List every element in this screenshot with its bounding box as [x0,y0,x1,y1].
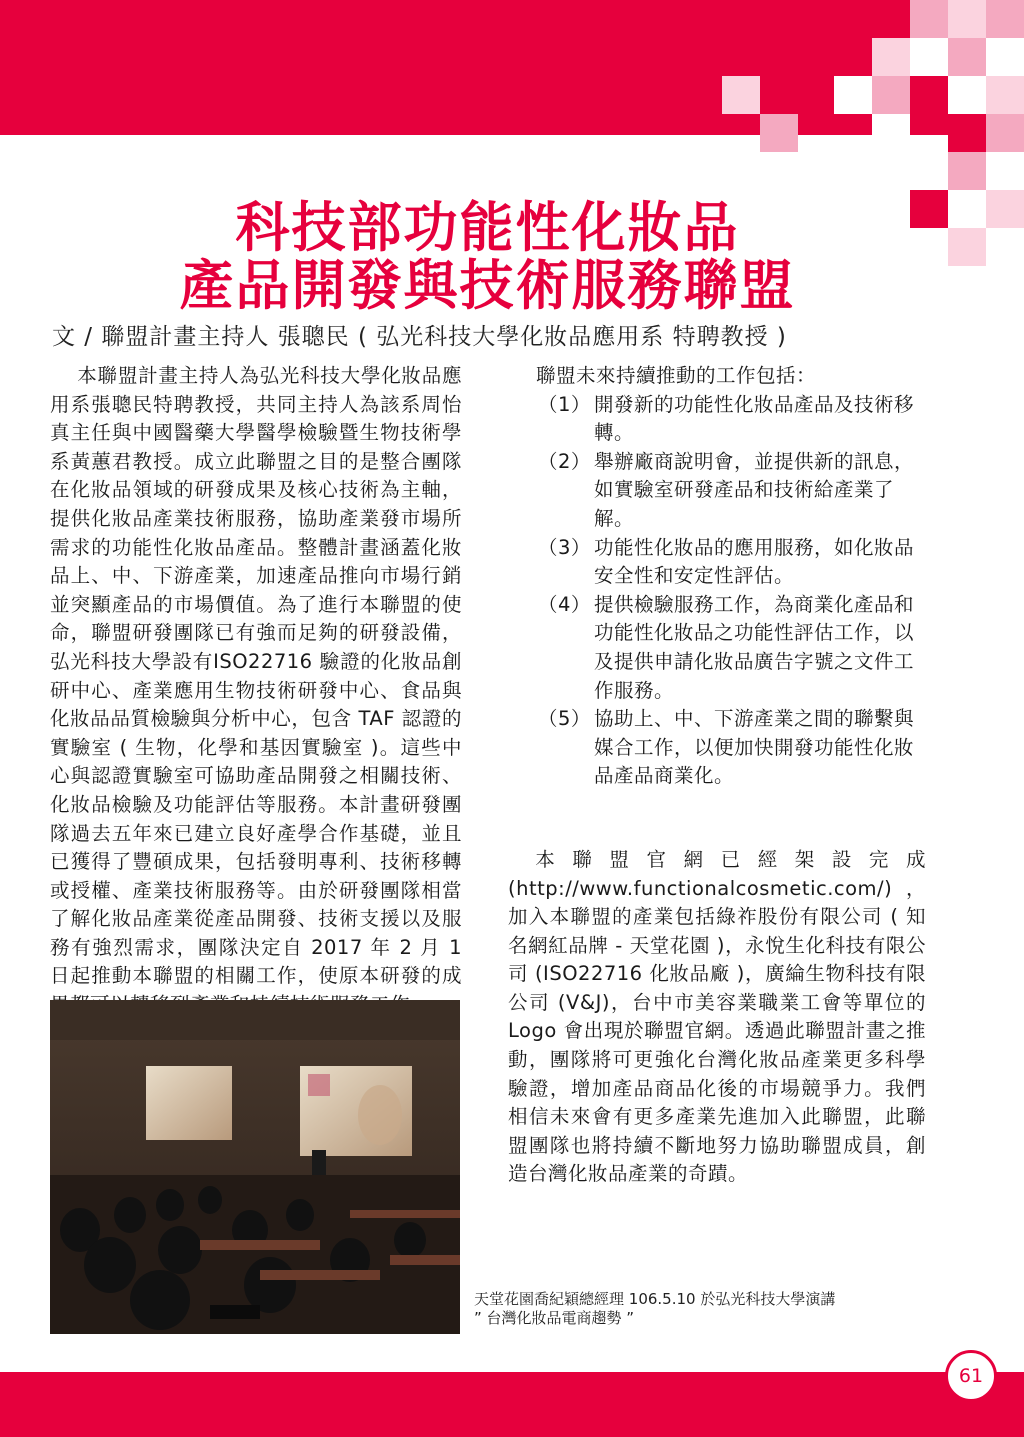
list-item-number: （1） [538,392,591,416]
list-item [538,534,926,591]
deco-tile [986,38,1024,76]
body-paragraph: 本聯盟計畫主持人為弘光科技大學化妝品應用系張聰民特聘教授，共同主持人為該系周怡真主任與中國醫藥大學醫學檢驗暨生物技術學系黃蕙君教授。成立此聯盟之目的是整合團隊在化妝品領域的研發成果及核心技術為主軸，提供化妝品產業技術服務，協助產業發市場所需求的功能性化妝品產品。整體計畫涵蓋化妝品上、中、下游產業，加速產品推向市場行銷並突顯產品的市場價值。為了進行本聯盟的使命，聯盟研發團隊已有強而足夠的研發設備，弘光科技大學設有ISO22716 驗證的化妝品創研中心、產業應用生物技術研發中心、食品與化妝品品質檢驗與分析中心，包含 TAF 認證的實驗室 ( 生物，化學和基因實驗室 )。這些中心與認證實驗室可協助產品開發之相關技術、化妝品檢驗及功能評估等服務。本計畫研發團隊過去五年來已建立良好產學合作基礎，並且已獲得了豐碩成果，包括發明專利、技術移轉或授權、產業技術服務等。由於研發團隊相當了解化妝品產業從產品開發、技術支援以及服務有強烈需求，團隊決定自 2017 年 2 月 1 日起推動本聯盟的相關工作，使原本研發的成 [50,364,462,988]
deco-tile [760,114,798,152]
article-title-line1: 科技部功能性化妝品 [235,196,740,259]
list-item [538,391,926,448]
list-item-number: （5） [538,707,591,731]
deco-tile [948,38,986,76]
deco-tile [948,114,986,152]
photo-caption [474,1290,934,1328]
deco-tile [834,76,872,114]
list-item-text: 功能性化妝品的應用服務，如化妝品安全性和安定性評估。 [594,535,915,588]
list-item-number: （3） [538,535,591,559]
deco-tile [948,76,986,114]
list-item-number: （2） [538,449,591,473]
deco-tile [872,114,910,152]
deco-tile [948,0,986,38]
deco-tile [910,38,948,76]
body-paragraph-2: 本聯盟官網已經架設完成 (http://www.functionalcosmetic.com/)，加入本聯盟的產業包括綠祚股份有限公司 ( 知名網紅品牌 - 天堂花園 )，永悅生化科技有限公司 (ISO22716 化妝品廠 )，廣綸生物科技有限公司 (V&J)，台中市美容業職業工會等單位的 Logo 會出現於聯盟官網。透過此聯盟計畫之推動，團隊將可更強化台灣化妝品產業更多科學驗證，增加產品商品化後的市場競爭力。我們相信未來會有更多產業先進加入此聯盟，此聯盟團隊也將持續不斷地努力協助聯盟成員，創造台灣化妝品產業的奇蹟。 [508,847,926,1186]
right-column [508,362,926,1189]
deco-tile [948,152,986,190]
byline: 文 / 聯盟計畫主持人 張聰民 ( 弘光科技大學化妝品應用系 特聘教授 ) [52,324,787,350]
list-item-text: 協助上、中、下游產業之間的聯繫與媒合工作，以便加快開發功能性化妝品產品商業化。 [594,707,915,788]
deco-tile [986,114,1024,152]
list-item-number: （4） [538,592,591,616]
caption-line2: ” 台灣化妝品電商趨勢 ” [474,1309,635,1327]
caption-line1: 天堂花園喬紀穎總經理 106.5.10 於弘光科技大學演講 [474,1290,836,1308]
list-intro: 聯盟未來持續推動的工作包括： [536,364,817,387]
list-item [538,705,926,791]
deco-tile [872,76,910,114]
list-item-text: 提供檢驗服務工作，為商業化產品和功能性化妝品之功能性評估工作，以及提供申請化妝品廣告字號之文件工作服務。 [594,592,915,702]
page-number: 61 [945,1350,997,1402]
list-item [538,448,926,534]
event-photo [50,1000,460,1334]
article-title-line2: 產品開發與技術服務聯盟 [179,254,796,317]
deco-tile [910,0,948,38]
footer-band [0,1372,1024,1437]
header-band [0,0,985,135]
list-item [538,591,926,705]
list-item-text: 開發新的功能性化妝品產品及技術移轉。 [594,392,915,445]
deco-tile [986,190,1024,228]
deco-tile [722,76,760,114]
deco-tile [986,0,1024,38]
deco-tile [872,38,910,76]
deco-tile [986,76,1024,114]
left-column [50,362,462,1020]
list-item-text: 舉辦廠商說明會，並提供新的訊息，如實驗室研發產品和技術給產業了解。 [594,449,915,530]
work-items-list [508,391,926,791]
